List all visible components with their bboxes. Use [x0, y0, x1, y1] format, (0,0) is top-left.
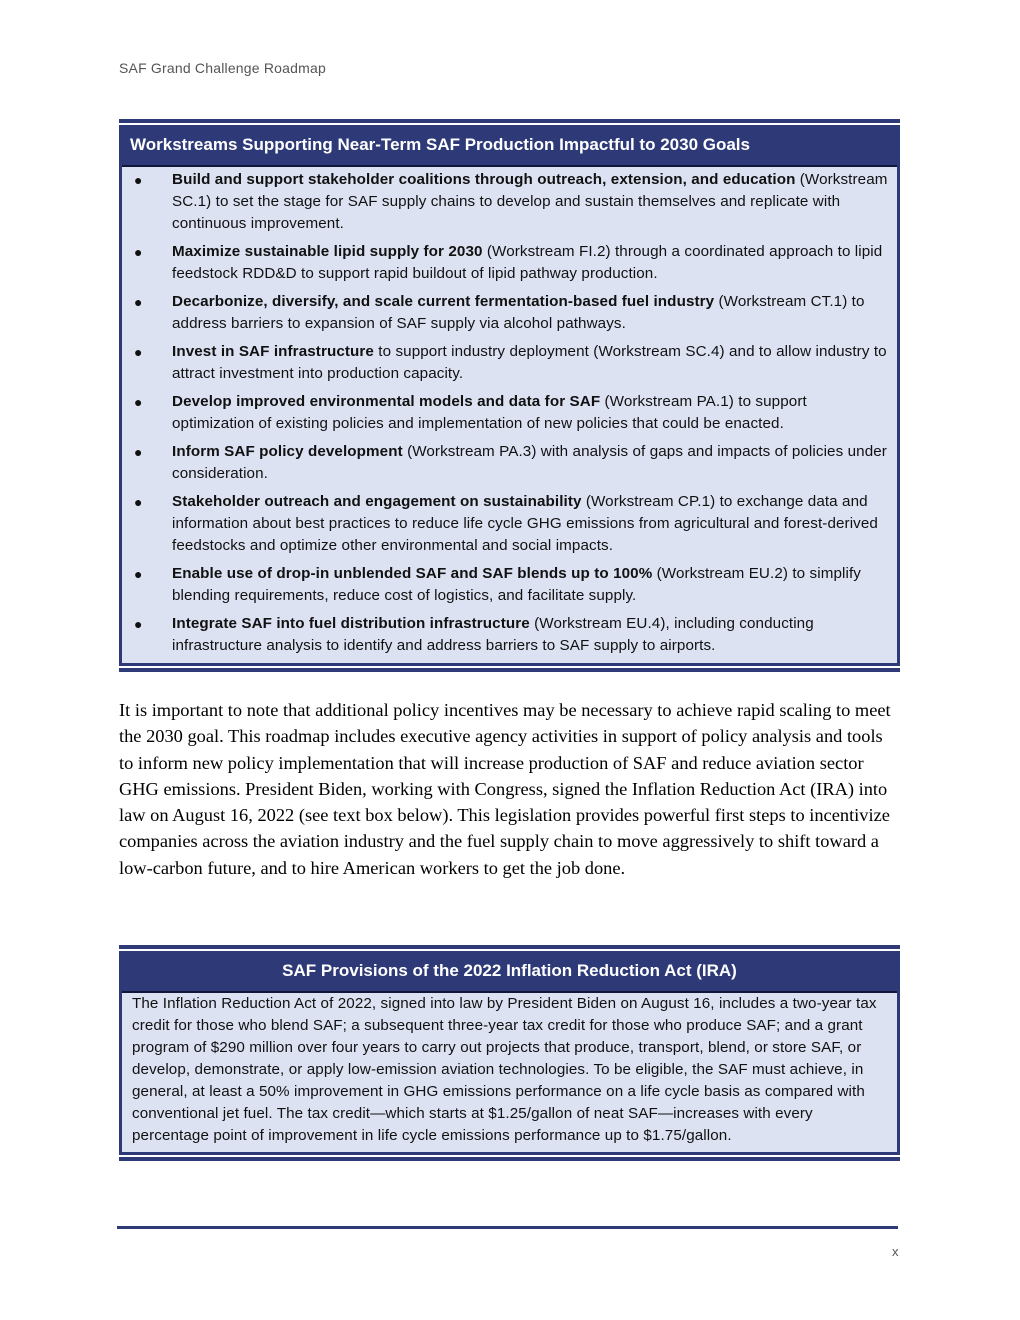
list-item — [130, 491, 889, 557]
item-bold-lead: Decarbonize, diversify, and scale current fermentation-based fuel industry — [172, 293, 715, 310]
bullet-icon: ● — [134, 172, 143, 188]
item-text: (Workstream PA.1) to support optimization of existing policies and implementation of new policies that could be enacted. — [172, 393, 807, 432]
list-item — [130, 441, 889, 485]
ira-box-text: The Inflation Reduction Act of 2022, signed into law by President Biden on August 16, includes a two-year tax credit for those who blend SAF; a subsequent three-year tax credit for those who produce SAF; and a grant program of $290 million over four years to carry out projects that produce, transport, blend, or store SAF, or develop, demonstrate, or apply low-emission aviation technologies. To be eligible, the SAF must achieve, in general, at least a 50% improvement in GHG emissions performance on a life cycle basis as compared with conventional jet fuel. The tax credit—which starts at $1.25/gallon of neat SAF—increases with every percentage point of improvement in life cycle emissions performance up to $1.75/gallon. — [132, 995, 877, 1144]
list-item — [130, 391, 889, 435]
item-text: (Workstream PA.3) with analysis of gaps and impacts of policies under consideration. — [172, 443, 887, 482]
item-bold-lead: Maximize sustainable lipid supply for 2030 — [172, 243, 483, 260]
workstreams-box-inner — [119, 125, 900, 666]
item-text: (Workstream EU.4), including conducting infrastructure analysis to identify and address barriers to SAF supply to airports. — [172, 615, 814, 654]
item-bold-lead: Stakeholder outreach and engagement on sustainability — [172, 493, 582, 510]
list-item — [130, 169, 889, 235]
body-paragraph: It is important to note that additional policy incentives may be necessary to achieve rapid scaling to meet the 2030 goal. This roadmap includes executive agency activities in support of policy analysis and tools to inform new policy implementation that will increase production of SAF and reduce aviation sector GHG emissions. President Biden, working with Congress, signed the Inflation Reduction Act (IRA) into law on August 16, 2022 (see text box below). This legislation provides powerful first steps to incentivize companies across the aviation industry and the fuel supply chain to move aggressively to shift toward a low-carbon future, and to hire American workers to get the job done. — [119, 700, 891, 878]
bullet-icon: ● — [134, 394, 143, 410]
workstreams-box — [119, 119, 900, 672]
page-number: x — [892, 1244, 899, 1259]
list-item — [130, 613, 889, 657]
item-text: (Workstream SC.1) to set the stage for SAF supply chains to develop and sustain themselves and replicate with continuous improvement. — [172, 171, 888, 232]
workstreams-list — [122, 167, 897, 663]
item-bold-lead: Develop improved environmental models and data for SAF — [172, 393, 601, 410]
bullet-icon: ● — [134, 344, 143, 360]
item-bold-lead: Integrate SAF into fuel distribution infrastructure — [172, 615, 530, 632]
ira-box-inner — [119, 951, 900, 1155]
item-bold-lead: Inform SAF policy development — [172, 443, 403, 460]
bullet-icon: ● — [134, 616, 143, 632]
list-item — [130, 241, 889, 285]
ira-box-title: SAF Provisions of the 2022 Inflation Reduction Act (IRA) — [122, 954, 897, 993]
bullet-icon: ● — [134, 244, 143, 260]
bullet-icon: ● — [134, 566, 143, 582]
item-text: (Workstream CT.1) to address barriers to expansion of SAF supply via alcohol pathways. — [172, 293, 865, 332]
running-header: SAF Grand Challenge Roadmap — [119, 60, 326, 76]
list-item — [130, 341, 889, 385]
item-bold-lead: Enable use of drop-in unblended SAF and SAF blends up to 100% — [172, 565, 653, 582]
item-text: (Workstream FI.2) through a coordinated approach to lipid feedstock RDD&D to support rapid buildout of lipid pathway production. — [172, 243, 883, 282]
ira-box — [119, 945, 900, 1161]
item-bold-lead: Build and support stakeholder coalitions through outreach, extension, and education — [172, 171, 796, 188]
workstreams-box-title: Workstreams Supporting Near-Term SAF Production Impactful to 2030 Goals — [122, 128, 897, 167]
item-bold-lead: Invest in SAF infrastructure — [172, 343, 374, 360]
list-item — [130, 291, 889, 335]
footer-rule — [117, 1226, 898, 1229]
item-text: to support industry deployment (Workstream SC.4) and to allow industry to attract investment into production capacity. — [172, 343, 887, 382]
item-text: (Workstream CP.1) to exchange data and information about best practices to reduce life cycle GHG emissions from agricultural and forest-derived feedstocks and optimize other environmental and social impacts. — [172, 493, 878, 554]
item-text: (Workstream EU.2) to simplify blending requirements, reduce cost of logistics, and facilitate supply. — [172, 565, 861, 604]
bullet-icon: ● — [134, 444, 143, 460]
list-item — [130, 563, 889, 607]
bullet-icon: ● — [134, 294, 143, 310]
bullet-icon: ● — [134, 494, 143, 510]
